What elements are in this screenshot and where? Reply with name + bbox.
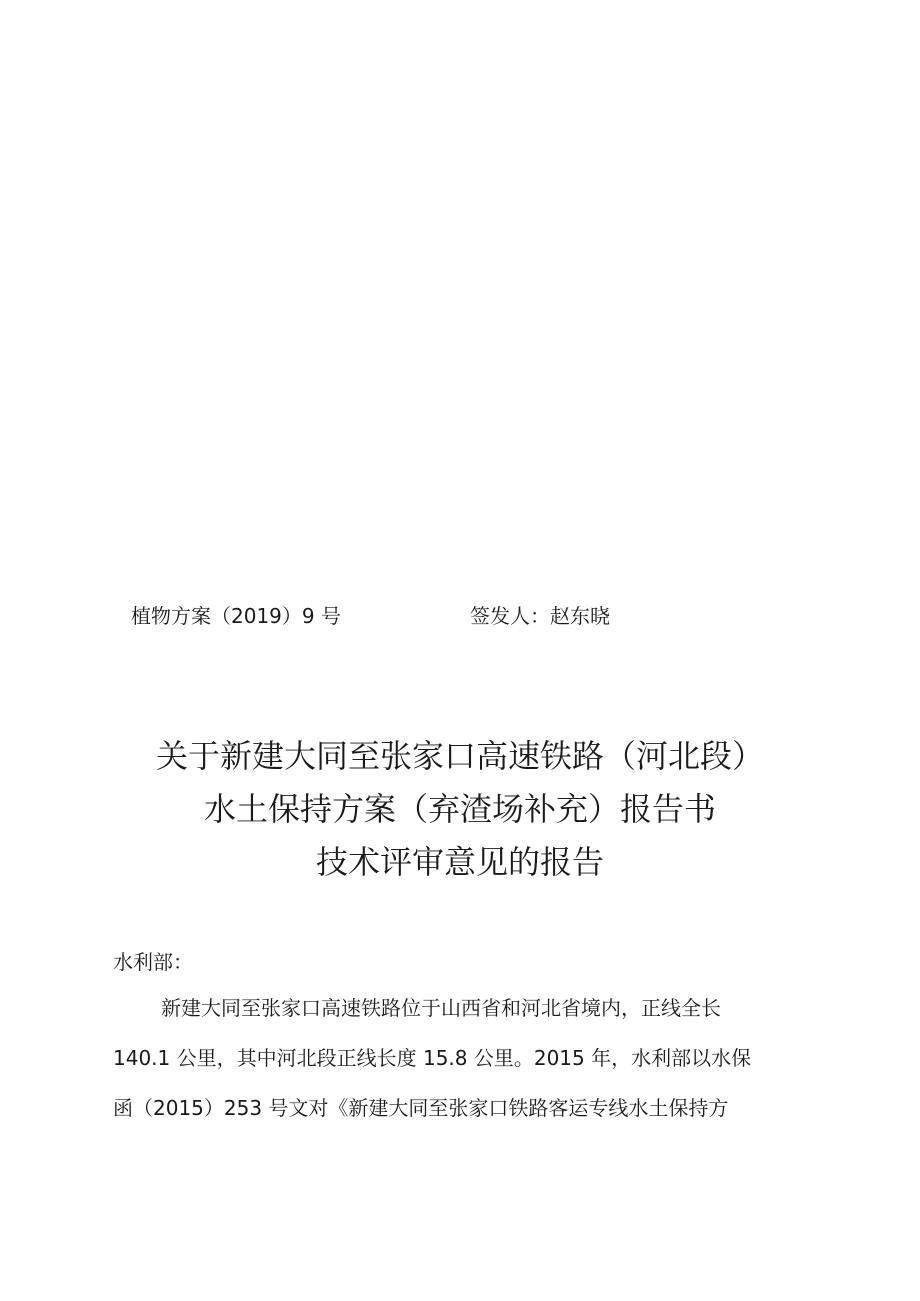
paragraph-line: 函（2015）253 号文对《新建大同至张家口铁路客运专线水土保持方 xyxy=(113,1096,729,1120)
title-line: 关于新建大同至张家口高速铁路（河北段） xyxy=(155,737,764,775)
salutation: 水利部： xyxy=(113,950,193,974)
title-line: 技术评审意见的报告 xyxy=(315,843,604,881)
paragraph-line: 140.1 公里，其中河北段正线长度 15.8 公里。2015 年，水利部以水保 xyxy=(113,1046,752,1070)
paragraph-line: 新建大同至张家口高速铁路位于山西省和河北省境内，正线全长 xyxy=(161,996,721,1020)
document-title xyxy=(0,730,920,889)
body-paragraph xyxy=(113,995,813,1145)
signer: 签发人：赵东晓 xyxy=(470,604,610,628)
document-number: 植物方案（2019）9 号 xyxy=(131,604,341,628)
title-line: 水土保持方案（弃渣场补充）报告书 xyxy=(203,790,716,828)
